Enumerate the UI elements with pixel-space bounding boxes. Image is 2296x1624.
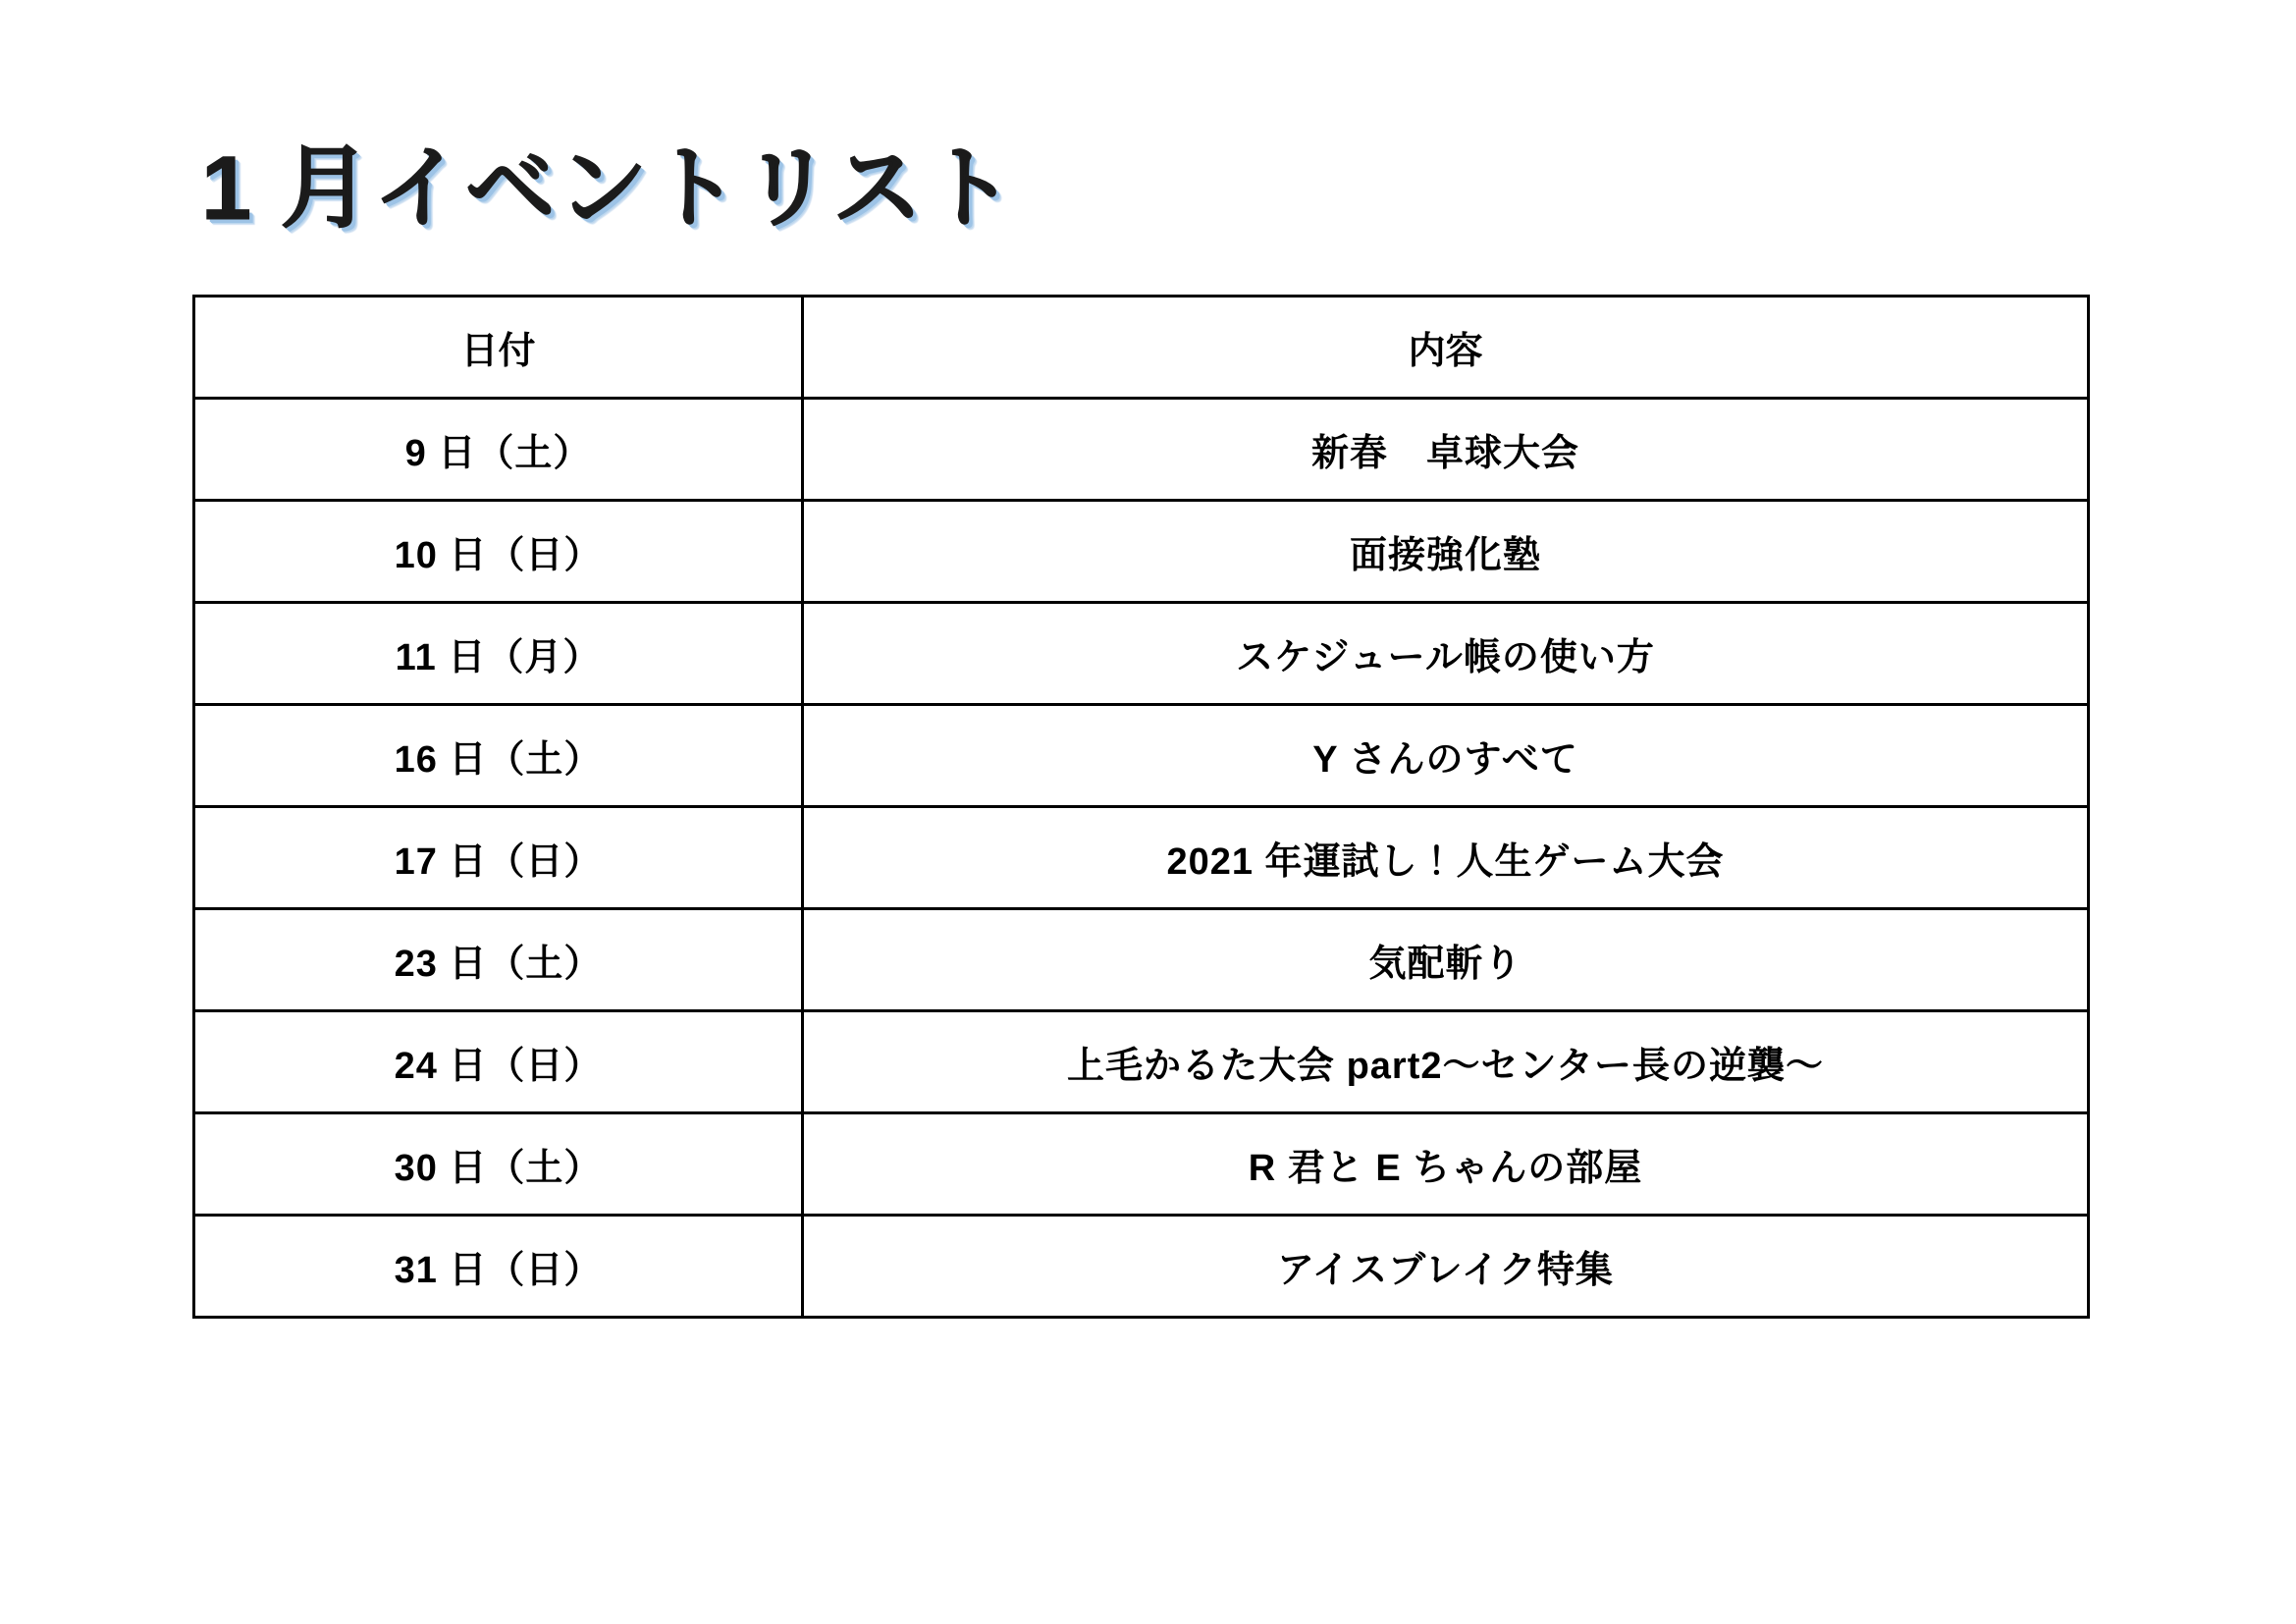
cell-content: スケジュール帳の使い方 — [803, 603, 2089, 705]
table-row — [194, 1113, 2089, 1216]
cell-content: 面接強化塾 — [803, 501, 2089, 603]
cell-content: 上毛かるた大会 part2～センター長の逆襲～ — [803, 1011, 2089, 1113]
table-row — [194, 807, 2089, 909]
page-title: 1 月イベントリスト — [201, 138, 1017, 239]
table-row — [194, 1011, 2089, 1113]
column-header-date: 日付 — [194, 297, 803, 399]
cell-date: 9 日（土） — [194, 399, 803, 501]
table-row — [194, 399, 2089, 501]
table-row — [194, 909, 2089, 1011]
cell-date: 11 日（月） — [194, 603, 803, 705]
table-body — [194, 399, 2089, 1318]
cell-date: 31 日（日） — [194, 1216, 803, 1318]
table-row — [194, 603, 2089, 705]
cell-content: アイスブレイク特集 — [803, 1216, 2089, 1318]
column-header-content: 内容 — [803, 297, 2089, 399]
cell-date: 10 日（日） — [194, 501, 803, 603]
cell-content: R 君と E ちゃんの部屋 — [803, 1113, 2089, 1216]
cell-date: 24 日（日） — [194, 1011, 803, 1113]
table-row — [194, 1216, 2089, 1318]
table-header-row — [194, 297, 2089, 399]
cell-date: 16 日（土） — [194, 705, 803, 807]
cell-content: Y さんのすべて — [803, 705, 2089, 807]
cell-content: 気配斬り — [803, 909, 2089, 1011]
cell-date: 17 日（日） — [194, 807, 803, 909]
event-schedule-table — [192, 295, 2090, 1319]
table-row — [194, 705, 2089, 807]
cell-date: 30 日（土） — [194, 1113, 803, 1216]
cell-content: 2021 年運試し！人生ゲーム大会 — [803, 807, 2089, 909]
cell-content: 新春 卓球大会 — [803, 399, 2089, 501]
table-row — [194, 501, 2089, 603]
cell-date: 23 日（土） — [194, 909, 803, 1011]
